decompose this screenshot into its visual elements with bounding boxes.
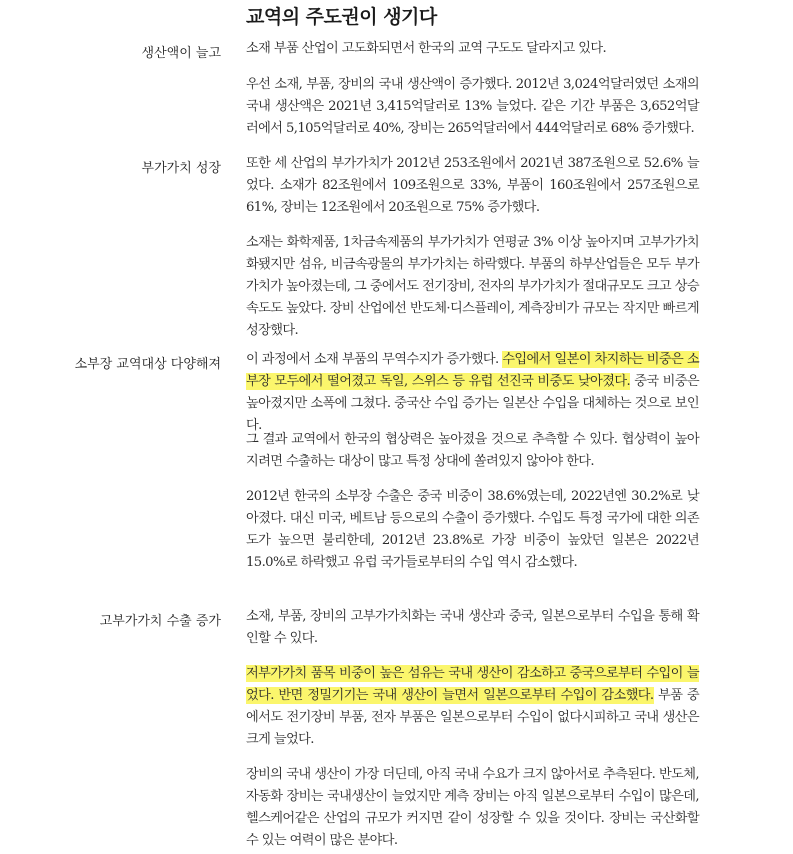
paragraph — [246, 349, 699, 437]
paragraph — [246, 606, 699, 650]
paragraph-text: 소재는 화학제품, 1차금속제품의 부가가치가 연평균 3% 이상 높아지며 고부가가치화됐지만 섬유, 비금속광물의 부가가치는 하락했다. 부품의 하부산업들은 모두 부가가치가 높아졌는데, 그 중에서도 전기장비, 전자의 부가가치가 절대규모도 크고 상승 속도도 높았다. 장비 산업에선 반도체·디스플레이, 계측장비가 규모는 작지만 빠르게 성장했다. — [246, 235, 699, 338]
paragraph-text: 중국 비중은 높아졌지만 소폭에 그쳤다. 중국산 수입 증가는 일본산 수입을 대체하는 것으로 보인다. — [246, 374, 699, 433]
highlighted-text: 수입에서 일본이 차지하는 비중은 소부장 모두에서 떨어졌고 독일, 스위스 등 유럽 선진국 비중도 낮아졌다. — [246, 352, 699, 389]
section-label-high-value-exports: 고부가가치 수출 증가 — [99, 614, 221, 629]
paragraph-text: 이 과정에서 소재 부품의 무역수지가 증가했다. — [246, 352, 503, 367]
section-label-value-added: 부가가치 성장 — [141, 161, 221, 176]
section-label-production: 생산액이 늘고 — [141, 46, 221, 61]
paragraph-text: 부품 중에서도 전기장비 부품, 전자 부품은 일본으로부터 수입이 없다시피하고 국내 생산은 크게 늘었다. — [246, 688, 699, 747]
paragraph-text: 또한 세 산업의 부가가치가 2012년 253조원에서 2021년 387조원으로 52.6% 늘었다. 소재가 82조원에서 109조원으로 33%, 부품이 160조원에서 257조원으로 61%, 장비는 12조원에서 20조원으로 75% 증가했다. — [246, 156, 699, 215]
section-label-trade-partners: 소부장 교역대상 다양해져 — [74, 357, 221, 372]
paragraph-text: 그 결과 교역에서 한국의 협상력은 높아졌을 것으로 추측할 수 있다. 협상력이 높아지려면 수출하는 대상이 많고 특정 상대에 쏠려있지 않아야 한다. — [246, 432, 699, 469]
paragraph-text: 우선 소재, 부품, 장비의 국내 생산액이 증가했다. 2012년 3,024억달러였던 소재의 국내 생산액은 2021년 3,415억달러로 13% 늘었다. 같은 기간 부품은 3,652억달러에서 5,105억달러로 40%, 장비는 265억달러에서 444억달러로 68% 증가했다. — [246, 77, 699, 136]
paragraph — [246, 486, 699, 574]
paragraph — [246, 232, 699, 342]
page-title: 교역의 주도권이 생기다 — [246, 6, 437, 28]
paragraph-text: 장비의 국내 생산이 가장 더딘데, 아직 국내 수요가 크지 않아서로 추측된다. 반도체, 자동화 장비는 국내생산이 늘었지만 계측 장비는 아직 일본으로부터 수입이 많은데, 헬스케어같은 산업의 규모가 커지면 같이 성장할 수 있을 것이다. 장비는 국산화할 수 있는 여력이 많은 분야다. — [246, 767, 699, 848]
highlighted-text: 저부가가치 품목 비중이 높은 섬유는 국내 생산이 감소하고 중국으로부터 수입이 늘었다. 반면 정밀기기는 국내 생산이 늘면서 일본으로부터 수입이 감소했다. — [246, 666, 699, 703]
paragraph — [246, 429, 699, 473]
paragraph — [246, 764, 699, 852]
paragraph — [246, 38, 699, 60]
paragraph — [246, 663, 699, 751]
paragraph — [246, 153, 699, 219]
paragraph-text: 2012년 한국의 소부장 수출은 중국 비중이 38.6%였는데, 2022년엔 30.2%로 낮아졌다. 대신 미국, 베트남 등으로의 수출이 증가했다. 수입도 특정 국가에 대한 의존도가 높으면 불리한데, 2012년 23.8%로 가장 비중이 높았던 일본은 2022년 15.0%로 하락했고 유럽 국가들로부터의 수입 역시 감소했다. — [246, 489, 699, 570]
paragraph-text: 소재 부품 산업이 고도화되면서 한국의 교역 구도도 달라지고 있다. — [246, 41, 607, 56]
paragraph — [246, 74, 699, 140]
paragraph-text: 소재, 부품, 장비의 고부가가치화는 국내 생산과 중국, 일본으로부터 수입을 통해 확인할 수 있다. — [246, 609, 699, 646]
